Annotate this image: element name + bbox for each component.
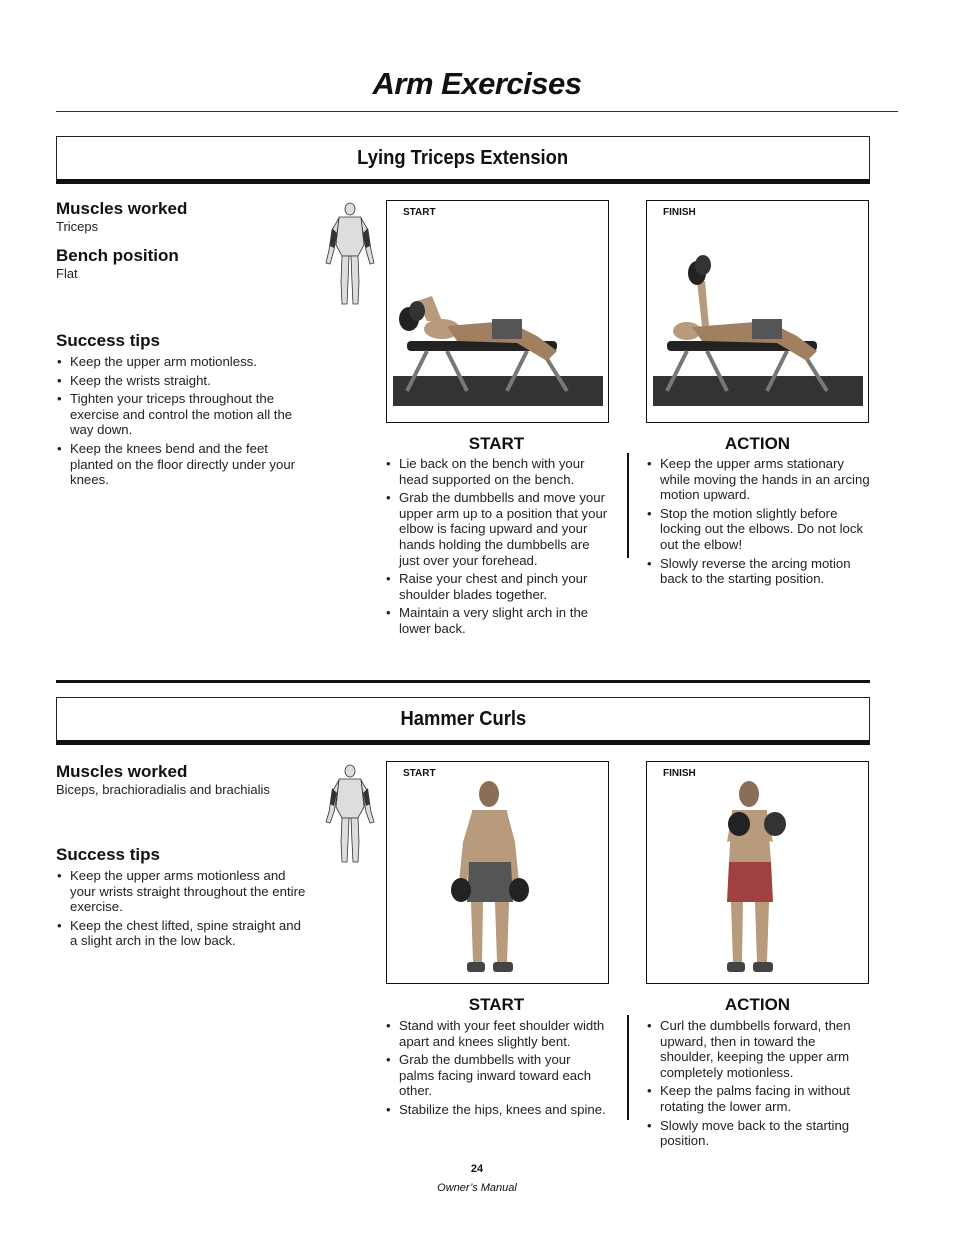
action-heading: ACTION [724, 995, 791, 1014]
column-divider [627, 1015, 629, 1120]
finish-photo [646, 761, 869, 984]
section-title: Lying Triceps Extension [357, 146, 569, 169]
start-photo [386, 200, 609, 423]
photo-label: START [403, 768, 436, 779]
muscles-worked-heading: Muscles worked [56, 762, 188, 781]
hammer-curl-finish-illustration [647, 762, 868, 983]
title-rule [56, 111, 898, 112]
bench-position-heading: Bench position [56, 246, 179, 265]
triceps-success-tips [56, 331, 306, 491]
start-heading: START [468, 434, 525, 453]
anatomy-figure-icon [322, 762, 378, 866]
start-steps [385, 456, 608, 640]
photo-label: FINISH [663, 207, 696, 218]
photo-label: START [403, 207, 436, 218]
action-step: • Stop the motion slightly before locking out the elbows. Do not lock out the elbow! [646, 506, 870, 553]
column-divider [627, 453, 629, 558]
finish-photo [646, 200, 869, 423]
action-steps [646, 1018, 870, 1152]
section-title: Hammer Curls [400, 707, 526, 730]
action-steps [646, 456, 870, 590]
start-steps [385, 1018, 608, 1121]
tip-item: • Keep the upper arm motionless. [56, 354, 306, 370]
hammer-curl-start-illustration [387, 762, 608, 983]
section-header-hammer-curls [56, 697, 870, 745]
lying-triceps-finish-illustration [647, 201, 868, 422]
muscles-worked-value: Biceps, brachioradialis and brachialis [56, 782, 270, 797]
start-step: • Raise your chest and pinch your shoulder blades together. [385, 571, 608, 602]
triceps-info [56, 199, 316, 281]
action-step: • Keep the upper arms stationary while moving the hands in an arcing motion upward. [646, 456, 870, 503]
start-step: • Maintain a very slight arch in the lower back. [385, 605, 608, 636]
lying-triceps-start-illustration [387, 201, 608, 422]
start-step: • Stabilize the hips, knees and spine. [385, 1102, 608, 1118]
muscles-worked-heading: Muscles worked [56, 199, 188, 218]
action-step: • Slowly reverse the arcing motion back to the starting position. [646, 556, 870, 587]
tip-item: • Keep the chest lifted, spine straight and a slight arch in the low back. [56, 918, 308, 949]
start-step: • Grab the dumbbells with your palms facing inward toward each other. [385, 1052, 608, 1099]
action-step: • Keep the palms facing in without rotating the lower arm. [646, 1083, 870, 1114]
muscles-worked-value: Triceps [56, 219, 99, 234]
anatomy-figure-icon [322, 200, 378, 310]
page-number: 24 [470, 1163, 484, 1175]
start-photo [386, 761, 609, 984]
action-step: • Curl the dumbbells forward, then upward, then in toward the shoulder, keeping the upper arm completely motionless. [646, 1018, 870, 1080]
hammer-info [56, 762, 316, 797]
bench-position-value: Flat [56, 266, 78, 281]
success-tips-heading: Success tips [56, 331, 160, 350]
section-header-triceps [56, 136, 870, 184]
action-step: • Slowly move back to the starting position. [646, 1118, 870, 1149]
tip-item: • Tighten your triceps throughout the exercise and control the motion all the way down. [56, 391, 306, 438]
tip-item: • Keep the upper arms motionless and your wrists straight throughout the entire exercise. [56, 868, 308, 915]
tip-item: • Keep the wrists straight. [56, 373, 306, 389]
section-divider [56, 680, 870, 683]
photo-label: FINISH [663, 768, 696, 779]
footer-text: Owner’s Manual [437, 1182, 517, 1194]
start-step: • Lie back on the bench with your head supported on the bench. [385, 456, 608, 487]
action-heading: ACTION [724, 434, 791, 453]
start-step: • Stand with your feet shoulder width apart and knees slightly bent. [385, 1018, 608, 1049]
start-heading: START [468, 995, 525, 1014]
page-title: Arm Exercises [372, 66, 582, 101]
hammer-success-tips [56, 845, 308, 952]
success-tips-heading: Success tips [56, 845, 160, 864]
start-step: • Grab the dumbbells and move your upper arm up to a position that your elbow is facing upward and your hands holding the dumbbells are just over your forehead. [385, 490, 608, 568]
tip-item: • Keep the knees bend and the feet planted on the floor directly under your knees. [56, 441, 306, 488]
